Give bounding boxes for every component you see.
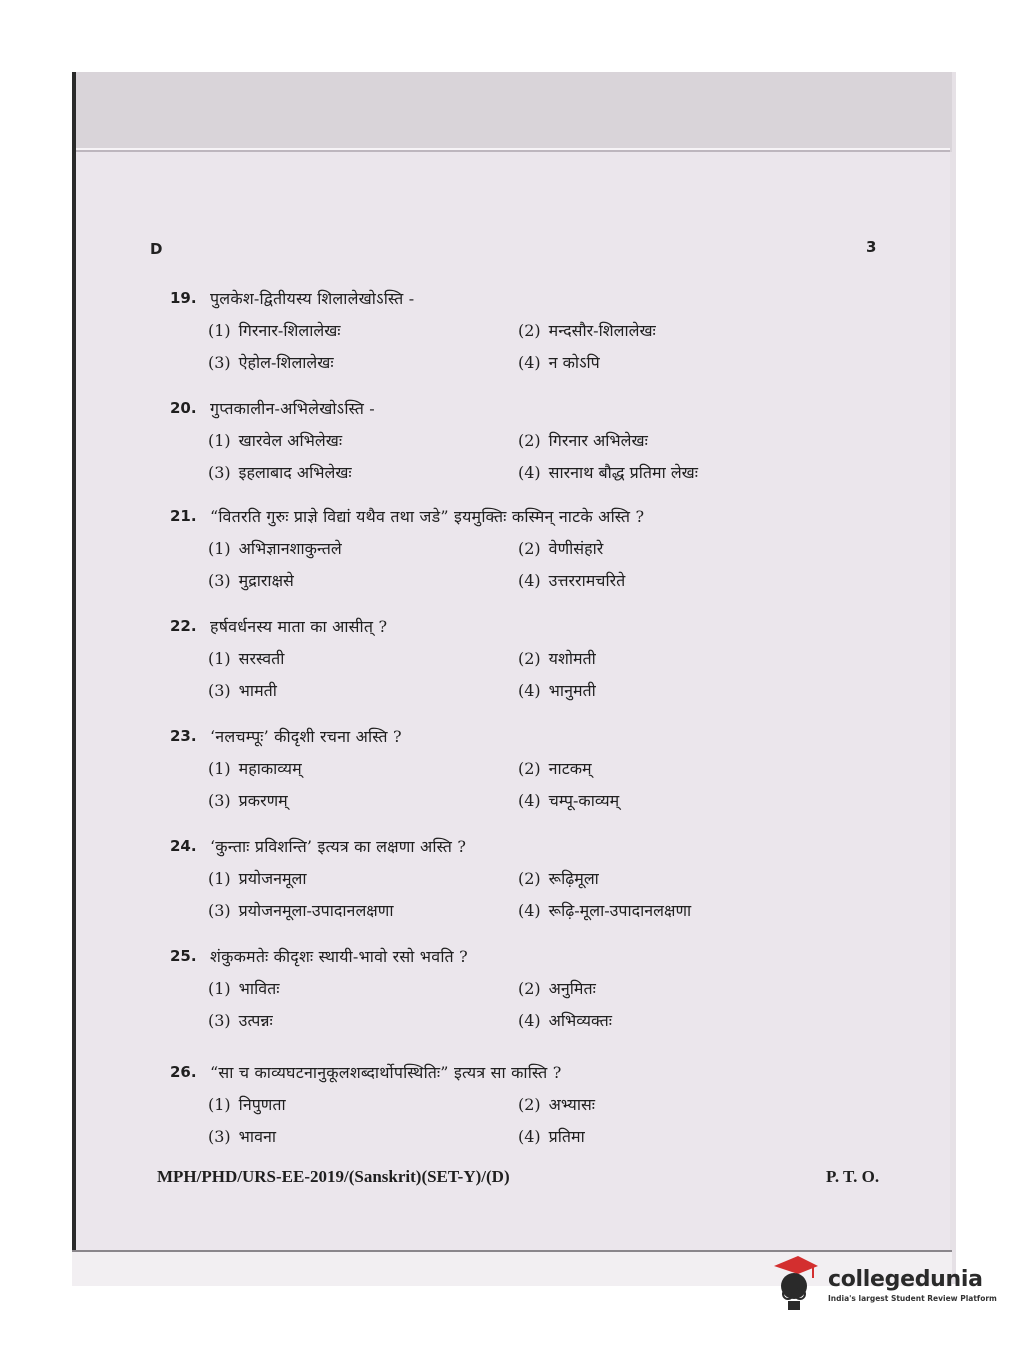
option-text: ऐहोल-शिलालेखः	[238, 353, 334, 372]
pto-label: P. T. O.	[826, 1167, 880, 1186]
option-number: (4)	[518, 570, 541, 590]
answer-option	[208, 752, 518, 784]
option-number: (2)	[518, 320, 541, 340]
question-item	[170, 940, 790, 1036]
option-text: मन्दसौर-शिलालेखः	[548, 321, 656, 340]
answer-option	[208, 972, 518, 1004]
question-number: 26.	[170, 1063, 197, 1081]
answer-option	[518, 532, 828, 564]
option-text: अभ्यासः	[548, 1095, 596, 1114]
answer-option	[518, 972, 828, 1004]
option-text: भावितः	[238, 979, 280, 998]
answer-option	[208, 532, 518, 564]
answer-option	[208, 314, 518, 346]
option-number: (4)	[518, 680, 541, 700]
option-number: (4)	[518, 352, 541, 372]
option-number: (4)	[518, 462, 541, 482]
question-number: 19.	[170, 289, 197, 307]
answer-option	[518, 674, 828, 706]
question-number: 24.	[170, 837, 197, 855]
option-text: उत्तररामचरिते	[548, 571, 626, 590]
options-grid	[208, 424, 790, 488]
option-number: (4)	[518, 790, 541, 810]
answer-option	[208, 456, 518, 488]
answer-option	[518, 314, 828, 346]
option-text: उत्पन्नः	[238, 1011, 273, 1030]
paper-code: MPH/PHD/URS-EE-2019/(Sanskrit)(SET-Y)/(D)	[157, 1167, 510, 1186]
option-text: भावना	[238, 1127, 276, 1146]
option-number: (2)	[518, 648, 541, 668]
option-number: (2)	[518, 538, 541, 558]
answer-option	[518, 752, 828, 784]
question-text: पुलकेश-द्वितीयस्य शिलालेखोऽस्ति -	[210, 289, 415, 308]
graduate-logo-icon	[768, 1254, 822, 1316]
option-number: (1)	[208, 648, 231, 668]
answer-option	[208, 1004, 518, 1036]
options-grid	[208, 642, 790, 706]
question-text: “सा च काव्यघटनानुकूलशब्दार्थोपस्थितिः” इत्यत्र सा कास्ति ?	[210, 1063, 562, 1082]
option-text: न कोऽपि	[548, 353, 600, 372]
options-grid	[208, 1088, 790, 1152]
option-number: (2)	[518, 868, 541, 888]
question-text: ‘कुन्ताः प्रविशन्ति’ इत्यत्र का लक्षणा अस्ति ?	[210, 837, 467, 856]
question-text: शंकुकमतेः कीदृशः स्थायी-भावो रसो भवति ?	[210, 947, 468, 966]
option-number: (2)	[518, 758, 541, 778]
question-text: हर्षवर्धनस्य माता का आसीत् ?	[210, 617, 388, 636]
question-line	[170, 282, 790, 314]
option-text: खारवेल अभिलेखः	[238, 431, 343, 450]
option-text: महाकाव्यम्	[238, 759, 302, 778]
option-number: (1)	[208, 758, 231, 778]
option-text: सरस्वती	[238, 649, 285, 668]
answer-option	[208, 424, 518, 456]
question-item	[170, 392, 790, 488]
option-text: वेणीसंहारे	[548, 539, 604, 558]
option-text: अभिव्यक्तः	[548, 1011, 612, 1030]
option-text: प्रकरणम्	[238, 791, 288, 810]
option-number: (4)	[518, 900, 541, 920]
option-number: (3)	[208, 790, 231, 810]
option-number: (1)	[208, 1094, 231, 1114]
answer-option	[518, 642, 828, 674]
question-text: “वितरति गुरुः प्राज्ञे विद्यां यथैव तथा जडे” इयमुक्तिः कस्मिन् नाटके अस्ति ?	[210, 507, 645, 526]
option-number: (1)	[208, 538, 231, 558]
options-grid	[208, 862, 790, 926]
option-number: (2)	[518, 978, 541, 998]
answer-option	[208, 784, 518, 816]
option-text: रूढ़िमूला	[548, 869, 599, 888]
option-number: (3)	[208, 352, 231, 372]
question-number: 20.	[170, 399, 197, 417]
option-text: प्रयोजनमूला-उपादानलक्षणा	[238, 901, 394, 920]
option-text: रूढ़ि-मूला-उपादानलक्षणा	[548, 901, 692, 920]
answer-option	[208, 564, 518, 596]
question-line	[170, 610, 790, 642]
option-text: यशोमती	[548, 649, 596, 668]
option-text: गिरनार अभिलेखः	[548, 431, 648, 450]
answer-option	[208, 674, 518, 706]
answer-option	[518, 564, 828, 596]
answer-option	[518, 1120, 828, 1152]
question-item	[170, 610, 790, 706]
option-text: अनुमितः	[548, 979, 596, 998]
option-text: भानुमती	[548, 681, 596, 700]
brand-name: collegedunia	[828, 1267, 983, 1292]
collegedunia-watermark	[768, 1250, 998, 1320]
question-line	[170, 392, 790, 424]
options-grid	[208, 314, 790, 378]
question-line	[170, 940, 790, 972]
option-text: इहलाबाद अभिलेखः	[238, 463, 352, 482]
option-text: गिरनार-शिलालेखः	[238, 321, 341, 340]
question-number: 22.	[170, 617, 197, 635]
option-text: सारनाथ बौद्ध प्रतिमा लेखः	[548, 463, 698, 482]
question-item	[170, 500, 790, 596]
option-number: (2)	[518, 1094, 541, 1114]
option-number: (1)	[208, 430, 231, 450]
option-number: (3)	[208, 1126, 231, 1146]
question-item	[170, 282, 790, 378]
option-number: (4)	[518, 1126, 541, 1146]
question-number: 23.	[170, 727, 197, 745]
question-text: गुप्तकालीन-अभिलेखोऽस्ति -	[210, 399, 375, 418]
option-number: (3)	[208, 570, 231, 590]
options-grid	[208, 752, 790, 816]
option-text: प्रयोजनमूला	[238, 869, 307, 888]
answer-option	[518, 346, 828, 378]
question-text: ‘नलचम्पूः’ कीदृशी रचना अस्ति ?	[210, 727, 402, 746]
option-number: (1)	[208, 320, 231, 340]
option-text: भामती	[238, 681, 277, 700]
answer-option	[518, 784, 828, 816]
option-text: चम्पू-काव्यम्	[548, 791, 620, 810]
question-item	[170, 720, 790, 816]
option-number: (3)	[208, 680, 231, 700]
answer-option	[518, 1088, 828, 1120]
answer-option	[208, 1120, 518, 1152]
option-text: निपुणता	[238, 1095, 286, 1114]
option-text: नाटकम्	[548, 759, 592, 778]
options-grid	[208, 972, 790, 1036]
question-line	[170, 830, 790, 862]
answer-option	[518, 424, 828, 456]
answer-option	[208, 642, 518, 674]
answer-option	[208, 894, 518, 926]
question-number: 25.	[170, 947, 197, 965]
question-number: 21.	[170, 507, 197, 525]
answer-option	[208, 1088, 518, 1120]
answer-option	[208, 346, 518, 378]
option-number: (1)	[208, 868, 231, 888]
option-number: (1)	[208, 978, 231, 998]
set-letter: D	[150, 240, 163, 258]
answer-option	[518, 894, 828, 926]
question-item	[170, 830, 790, 926]
answer-option	[518, 862, 828, 894]
page-number: 3	[866, 238, 877, 256]
brand-tagline: India's largest Student Review Platform	[828, 1294, 997, 1303]
answer-option	[518, 456, 828, 488]
option-text: प्रतिमा	[548, 1127, 585, 1146]
answer-option	[208, 862, 518, 894]
option-number: (4)	[518, 1010, 541, 1030]
underlying-sheet	[76, 72, 952, 152]
question-line	[170, 720, 790, 752]
option-text: मुद्राराक्षसे	[238, 571, 294, 590]
option-text: अभिज्ञानशाकुन्तले	[238, 539, 342, 558]
option-number: (3)	[208, 462, 231, 482]
question-line	[170, 500, 790, 532]
options-grid	[208, 532, 790, 596]
question-item	[170, 1056, 790, 1152]
option-number: (3)	[208, 1010, 231, 1030]
option-number: (3)	[208, 900, 231, 920]
question-line	[170, 1056, 790, 1088]
option-number: (2)	[518, 430, 541, 450]
answer-option	[518, 1004, 828, 1036]
